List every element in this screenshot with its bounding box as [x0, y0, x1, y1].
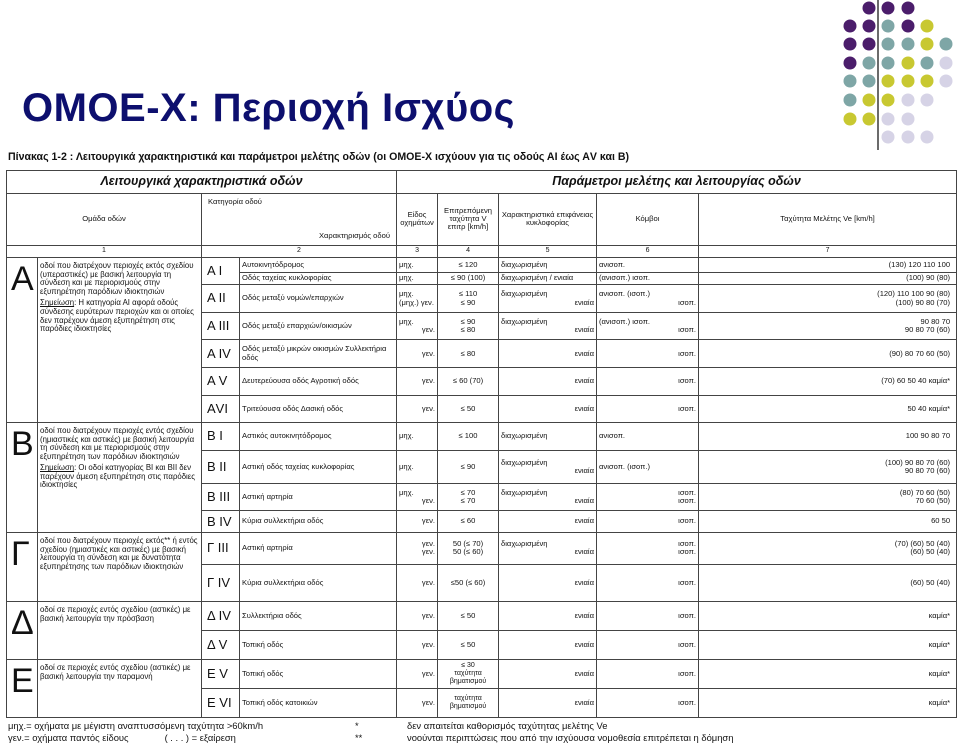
dot — [902, 94, 915, 107]
dot-row-2 — [844, 20, 934, 33]
table-row — [7, 660, 957, 688]
group-note — [40, 464, 199, 490]
group-note — [40, 299, 199, 333]
surface-type: διαχωρισμένη ενιαία — [499, 483, 597, 510]
junction-type: ανισοπ. (ισοπ.) ισοπ. — [597, 285, 699, 312]
road-name: Αστικός αυτοκινητόδρομος — [240, 422, 397, 450]
group-desc-text: οδοί σε περιοχές εντός σχεδίου (αστικές) με βασική λειτουργία την παραμονή — [40, 663, 191, 681]
vehicle-type: μηχ. — [397, 451, 438, 484]
col-num-6: 6 — [597, 245, 699, 258]
header-vehicle-type: Είδος οχημάτων — [397, 194, 438, 245]
dot — [882, 75, 895, 88]
allowed-speed: ≤ 100 — [438, 422, 499, 450]
road-name: Συλλεκτήρια οδός — [240, 602, 397, 630]
legend-right — [355, 720, 733, 744]
legend-double-star: ** νοούνται περιπτώσεις που από την ισχύουσα νομοθεσία επιτρέπεται η δόμηση — [355, 732, 734, 743]
dot — [902, 75, 915, 88]
design-speed: (130) 120 110 100 — [699, 258, 957, 273]
vehicle-type: μηχ. (μηχ.) γεν. — [397, 285, 438, 312]
allowed-speed: ≤ 90 (100) — [438, 272, 499, 285]
category-code: Α Ι — [202, 258, 240, 285]
vehicle-type: μηχ. γεν. — [397, 483, 438, 510]
header-surface: Χαρακτηριστικά επιφάνειας κυκλοφορίας — [499, 194, 597, 245]
junction-type: ανισοπ. — [597, 422, 699, 450]
dot — [863, 20, 876, 33]
vehicle-type: γεν. — [397, 630, 438, 659]
road-name: Αστική αρτηρία — [240, 483, 397, 510]
table-row — [7, 602, 957, 630]
dot — [844, 38, 857, 51]
group-letter-d: Δ — [7, 602, 38, 660]
legend-mech: μηχ.= οχήματα με μέγιστη αναπτυσσόμενη ταχύτητα >60km/h — [8, 720, 264, 731]
table-row — [7, 533, 957, 564]
table-caption: Πίνακας 1-2 : Λειτουργικά χαρακτηριστικά και παράμετροι μελέτης οδών (οι ΟΜΟΕ-Χ ισχύουν για τις οδούς ΑΙ έως ΑV και Β) — [8, 151, 630, 163]
note-label: Σημείωση — [40, 298, 75, 308]
design-speed: (100) 90 (80) — [699, 272, 957, 285]
junction-type: ισοπ. — [597, 511, 699, 533]
dot — [902, 20, 915, 33]
dot — [921, 38, 934, 51]
vehicle-type: γεν. — [397, 340, 438, 368]
road-name: Τοπική οδός κατοικιών — [240, 688, 397, 717]
group-desc-e — [38, 660, 202, 718]
design-speed: (70) (60) 50 (40) (60) 50 (40) — [699, 533, 957, 564]
surface-type: ενιαία — [499, 688, 597, 717]
col-num-5: 5 — [499, 245, 597, 258]
surface-type: διαχωρισμένη ενιαία — [499, 451, 597, 484]
dot — [882, 57, 895, 70]
junction-type: (ανισοπ.) ισοπ. — [597, 272, 699, 285]
group-letter-e: Ε — [7, 660, 38, 718]
junction-type: ισοπ. ισοπ. — [597, 483, 699, 510]
road-name: Οδός μεταξύ μικρών οικισμών Συλλεκτήρια οδός — [240, 340, 397, 368]
allowed-speed: ≤ 90 — [438, 451, 499, 484]
dot-row-7 — [844, 113, 915, 126]
allowed-speed: ≤ 30 ταχύτητα βηματισμού — [438, 660, 499, 688]
vehicle-type: μηχ. γεν. — [397, 312, 438, 339]
allowed-speed: ≤ 50 — [438, 630, 499, 659]
dot — [863, 57, 876, 70]
vehicle-type: γεν. — [397, 511, 438, 533]
group-letter-a: Α — [7, 258, 38, 423]
dot — [882, 94, 895, 107]
design-speed: (80) 70 60 (50) 70 60 (50) — [699, 483, 957, 510]
road-name: Κύρια συλλεκτήρια οδός — [240, 564, 397, 602]
surface-type: ενιαία — [499, 395, 597, 422]
allowed-speed: ≤ 80 — [438, 340, 499, 368]
road-classification-table — [6, 170, 957, 718]
header-category-character — [202, 194, 397, 245]
group-letter-g: Γ — [7, 533, 38, 602]
legend-star: * δεν απαιτείται καθορισμός ταχύτητας μελέτης Ve — [355, 720, 608, 731]
road-name: Αυτοκινητόδρομος — [240, 258, 397, 273]
category-code: Α ΙΙ — [202, 285, 240, 312]
allowed-speed: ≤50 (≤ 60) — [438, 564, 499, 602]
group-desc-text: οδοί σε περιοχές εντός σχεδίου (αστικές) με βασική λειτουργία την πρόσβαση — [40, 605, 191, 623]
surface-type: ενιαία — [499, 602, 597, 630]
road-name: Αστική αρτηρία — [240, 533, 397, 564]
dot-row-8 — [882, 131, 934, 144]
surface-type: ενιαία — [499, 368, 597, 395]
design-speed: (90) 80 70 60 (50) — [699, 340, 957, 368]
dot — [940, 38, 953, 51]
col-num-4: 4 — [438, 245, 499, 258]
col-num-1: 1 — [7, 245, 202, 258]
dot-row-4 — [844, 57, 953, 70]
table-row — [7, 258, 957, 273]
note-text: : Οι οδοί κατηγορίας ΒΙ και ΒΙΙ δεν παρέχουν άμεση εξυπηρέτηση στις παρόδιες ιδιοκτησίες — [40, 463, 196, 490]
dot — [921, 131, 934, 144]
category-code: Β Ι — [202, 422, 240, 450]
note-text: : Η κατηγορία ΑΙ αφορά οδούς σύνδεσης ευρύτερων περιοχών και οι οποίες δεν παρέχουν άμεση εξυπηρέτηση στις παρόδιες ιδιοκτησίες — [40, 298, 194, 334]
group-desc-g — [38, 533, 202, 602]
dot — [863, 75, 876, 88]
vehicle-type: γεν. — [397, 395, 438, 422]
allowed-speed: ≤ 50 — [438, 602, 499, 630]
category-code: Α ΙΙΙ — [202, 312, 240, 339]
allowed-speed: 50 (≤ 70) 50 (≤ 60) — [438, 533, 499, 564]
surface-type: διαχωρισμένη — [499, 422, 597, 450]
title-divider-line — [877, 0, 879, 150]
design-speed: 100 90 80 70 — [699, 422, 957, 450]
road-name: Οδός ταχείας κυκλοφορίας — [240, 272, 397, 285]
junction-type: (ανισοπ.) ισοπ. ισοπ. — [597, 312, 699, 339]
dot-row-1 — [863, 2, 915, 15]
legend-left — [8, 720, 263, 744]
road-name: Οδός μεταξύ επαρχιών/οικισμών — [240, 312, 397, 339]
col-num-3: 3 — [397, 245, 438, 258]
dot — [882, 131, 895, 144]
category-code: Β ΙΙ — [202, 451, 240, 484]
dot-row-3 — [844, 38, 953, 51]
junction-type: ανισοπ. (ισοπ.) — [597, 451, 699, 484]
design-speed: καμία* — [699, 660, 957, 688]
design-speed: καμία* — [699, 630, 957, 659]
road-name: Τοπική οδός — [240, 660, 397, 688]
group-desc-b — [38, 422, 202, 532]
col-num-2: 2 — [202, 245, 397, 258]
road-name: Τοπική οδός — [240, 630, 397, 659]
allowed-speed: ≤ 60 — [438, 511, 499, 533]
vehicle-type: γεν. — [397, 688, 438, 717]
road-name: Δευτερεύουσα οδός Αγροτική οδός — [240, 368, 397, 395]
dot — [863, 94, 876, 107]
group-desc-text: οδοί που διατρέχουν περιοχές εκτός** ή εντός σχεδίου (ημιαστικές και αστικές) με βασική λειτουργία τη σύνδεση και με δυνατότητα εξυπηρέτησης των παρόδιων ιδιοκτησιών — [40, 536, 198, 571]
dot-row-5 — [844, 75, 953, 88]
junction-type: ισοπ. — [597, 395, 699, 422]
category-code: Ε V — [202, 660, 240, 688]
dot — [921, 20, 934, 33]
category-code: Γ ΙV — [202, 564, 240, 602]
category-code: Β ΙV — [202, 511, 240, 533]
vehicle-type: γεν. — [397, 564, 438, 602]
category-code: Δ ΙV — [202, 602, 240, 630]
vehicle-type: μηχ. — [397, 258, 438, 273]
surface-type: ενιαία — [499, 630, 597, 659]
allowed-speed: ≤ 120 — [438, 258, 499, 273]
surface-type: ενιαία — [499, 340, 597, 368]
road-name: Τριτεύουσα οδός Δασική οδός — [240, 395, 397, 422]
group-desc-text: οδοί που διατρέχουν περιοχές εκτός σχεδίου (υπεραστικές) με βασική λειτουργία τη σύνδεση και με περιορισμούς στην εξυπηρέτηση παρόδιων ιδιοκτησιών — [40, 261, 194, 296]
category-code: Ε VΙ — [202, 688, 240, 717]
junction-type: ισοπ. — [597, 340, 699, 368]
junction-type: ισοπ. — [597, 368, 699, 395]
design-speed: καμία* — [699, 688, 957, 717]
category-code: Α V — [202, 368, 240, 395]
junction-type: ισοπ. — [597, 630, 699, 659]
dot — [902, 38, 915, 51]
vehicle-type: γεν. — [397, 602, 438, 630]
surface-type: διαχωρισμένη ενιαία — [499, 533, 597, 564]
header-road-character: Χαρακτηρισμός οδού — [318, 230, 391, 240]
dot — [902, 131, 915, 144]
design-speed: 90 80 70 90 80 70 (60) — [699, 312, 957, 339]
dot — [863, 2, 876, 15]
vehicle-type: μηχ. — [397, 272, 438, 285]
header-junctions: Κόμβοι — [597, 194, 699, 245]
dot — [902, 2, 915, 15]
dot — [882, 2, 895, 15]
road-name: Οδός μεταξύ νομών/επαρχιών — [240, 285, 397, 312]
design-speed: (60) 50 (40) — [699, 564, 957, 602]
header-road-category: Κατηγορία οδού — [208, 197, 262, 207]
design-speed: καμία* — [699, 602, 957, 630]
dot — [863, 38, 876, 51]
slide-title: ΟΜΟΕ-Χ: Περιοχή Ισχύος — [22, 86, 515, 130]
category-code: Α ΙV — [202, 340, 240, 368]
design-speed: 60 50 — [699, 511, 957, 533]
legend-general: γεν.= οχήματα παντός είδους ( . . . ) = εξαίρεση — [8, 732, 236, 743]
road-name: Κύρια συλλεκτήρια οδός — [240, 511, 397, 533]
dot — [902, 57, 915, 70]
design-speed: (70) 60 50 40 καμία* — [699, 368, 957, 395]
group-desc-d — [38, 602, 202, 660]
group-letter-b: Β — [7, 422, 38, 532]
dot — [882, 20, 895, 33]
allowed-speed: ταχύτητα βηματισμού — [438, 688, 499, 717]
dot — [921, 75, 934, 88]
surface-type: διαχωρισμένη ενιαία — [499, 285, 597, 312]
table-row — [7, 422, 957, 450]
header-design-speed: Ταχύτητα Μελέτης Ve [km/h] — [699, 194, 957, 245]
surface-type: ενιαία — [499, 511, 597, 533]
dot — [902, 113, 915, 126]
col-num-7: 7 — [699, 245, 957, 258]
dot-row-6 — [844, 94, 934, 107]
dot — [844, 75, 857, 88]
note-label: Σημείωση — [40, 463, 75, 473]
dot — [940, 57, 953, 70]
dot — [844, 57, 857, 70]
legend-exception: ( . . . ) = εξαίρεση — [164, 732, 236, 743]
vehicle-type: μηχ. — [397, 422, 438, 450]
header-columns-row — [7, 194, 957, 245]
dot — [882, 38, 895, 51]
dot — [844, 113, 857, 126]
category-code: Δ V — [202, 630, 240, 659]
surface-type: διαχωρισμένη / ενιαία — [499, 272, 597, 285]
dot — [844, 94, 857, 107]
junction-type: ισοπ. — [597, 688, 699, 717]
header-functional: Λειτουργικά χαρακτηριστικά οδών — [7, 171, 397, 194]
allowed-speed: ≤ 110 ≤ 90 — [438, 285, 499, 312]
junction-type: ισοπ. — [597, 602, 699, 630]
dot — [921, 94, 934, 107]
allowed-speed: ≤ 70 ≤ 70 — [438, 483, 499, 510]
header-allowed-speed: Επιτρεπόμενη ταχύτητα V επιτρ [km/h] — [438, 194, 499, 245]
dot — [844, 20, 857, 33]
allowed-speed: ≤ 60 (70) — [438, 368, 499, 395]
allowed-speed: ≤ 50 — [438, 395, 499, 422]
road-name: Αστική οδός ταχείας κυκλοφορίας — [240, 451, 397, 484]
junction-type: ανισοπ. — [597, 258, 699, 273]
junction-type: ισοπ. — [597, 564, 699, 602]
dot — [882, 113, 895, 126]
category-code: Γ ΙΙΙ — [202, 533, 240, 564]
header-band-row — [7, 171, 957, 194]
group-desc-text: οδοί που διατρέχουν περιοχές εντός σχεδίου (ημιαστικές και αστικές) με βασική λειτουργία τη σύνδεση και με περιορισμούς στην εξυπηρέτηση των παρόδιων ιδιοκτησιών — [40, 425, 195, 461]
vehicle-type: γεν. — [397, 660, 438, 688]
category-code: Β ΙΙΙ — [202, 483, 240, 510]
dot — [940, 75, 953, 88]
group-desc-a — [38, 258, 202, 423]
header-number-row — [7, 245, 957, 258]
junction-type: ισοπ. ισοπ. — [597, 533, 699, 564]
surface-type: διαχωρισμένη — [499, 258, 597, 273]
surface-type: διαχωρισμένη ενιαία — [499, 312, 597, 339]
vehicle-type: γεν. — [397, 368, 438, 395]
category-code: ΑVΙ — [202, 395, 240, 422]
design-speed: (100) 90 80 70 (60) 90 80 70 (60) — [699, 451, 957, 484]
allowed-speed: ≤ 90 ≤ 80 — [438, 312, 499, 339]
dot — [921, 57, 934, 70]
surface-type: ενιαία — [499, 564, 597, 602]
header-parameters: Παράμετροι μελέτης και λειτουργίας οδών — [397, 171, 957, 194]
surface-type: ενιαία — [499, 660, 597, 688]
design-speed: 50 40 καμία* — [699, 395, 957, 422]
dot — [863, 113, 876, 126]
header-road-group: Ομάδα οδών — [7, 194, 202, 245]
vehicle-type: γεν. γεν. — [397, 533, 438, 564]
junction-type: ισοπ. — [597, 660, 699, 688]
design-speed: (120) 110 100 90 (80) (100) 90 80 (70) — [699, 285, 957, 312]
